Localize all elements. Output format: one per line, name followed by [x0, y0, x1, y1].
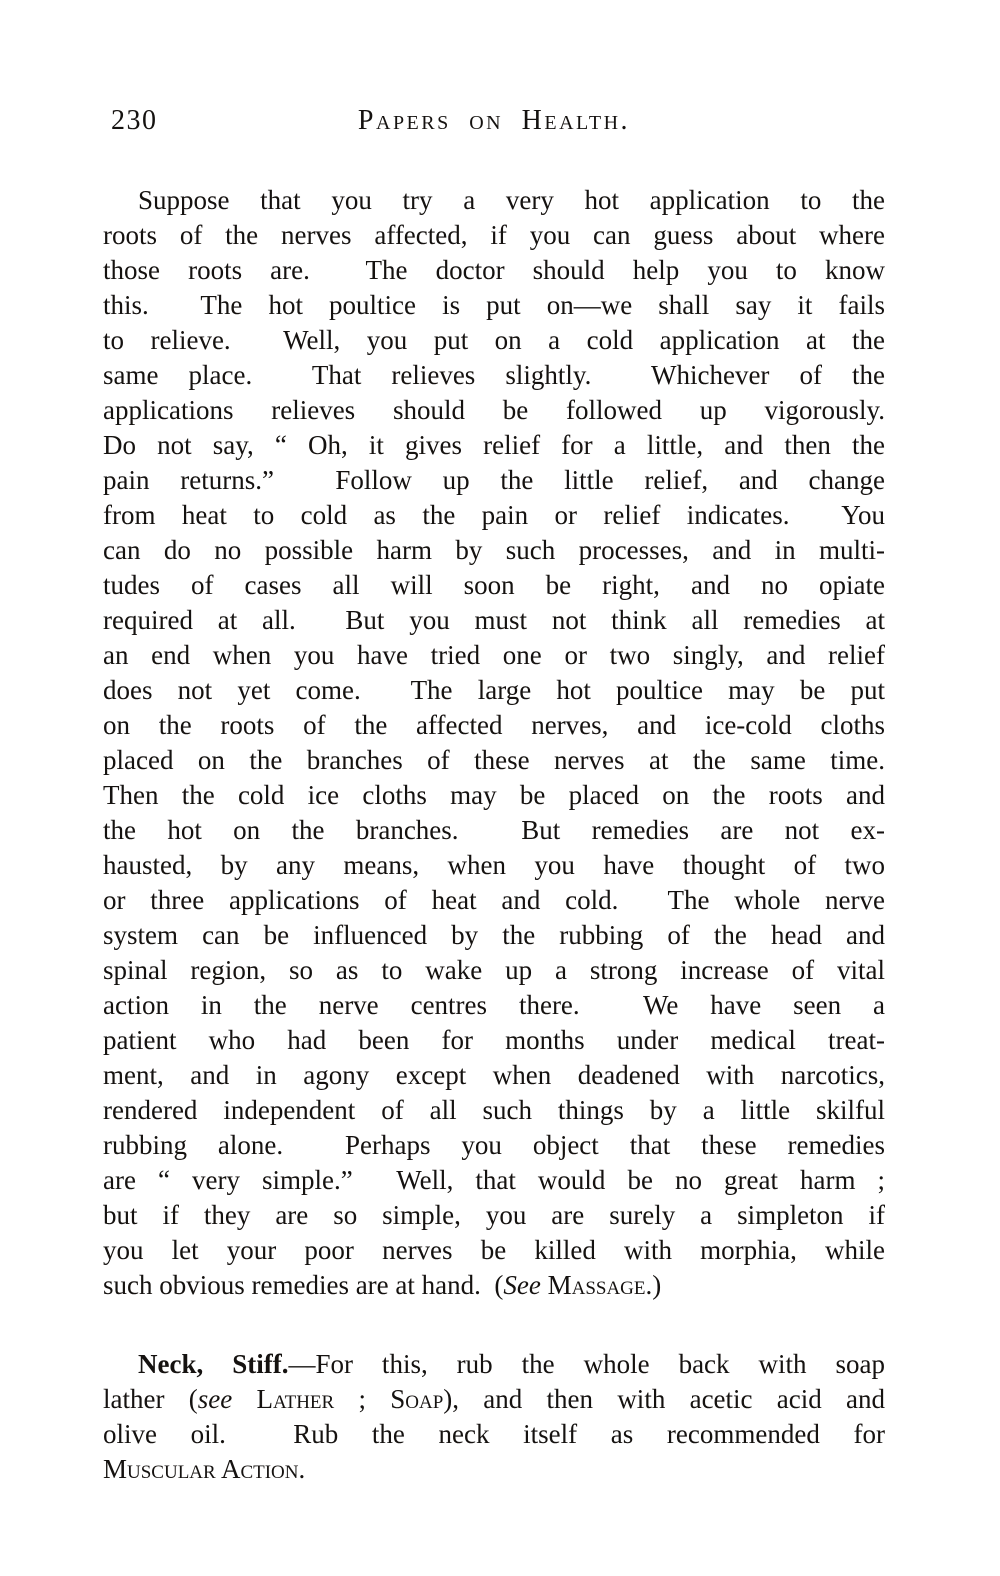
page-number: 230 — [111, 105, 158, 136]
body-text: spinal region, so as to wake up a strong increase of vital — [103, 955, 885, 985]
body-text: this. The hot poultice is put on—we shall say it fails — [103, 290, 885, 320]
body-text: lather ( — [103, 1384, 198, 1414]
text-line — [103, 883, 885, 918]
body-text: ment, and in agony except when deadened with narcotics, — [103, 1060, 885, 1090]
body-text: placed on the branches of these nerves at the same time. — [103, 745, 885, 775]
body-text: olive oil. Rub the neck itself as recommended for — [103, 1419, 885, 1449]
text-line — [103, 1417, 885, 1452]
body-text: Then the cold ice cloths may be placed on the roots and — [103, 780, 885, 810]
small-caps-reference: Lather — [256, 1384, 335, 1414]
page-header — [103, 101, 885, 141]
text-line — [103, 183, 885, 218]
text-line — [103, 323, 885, 358]
body-text — [232, 1384, 256, 1414]
body-text: action in the nerve centres there. We have seen a — [103, 990, 885, 1020]
body-text: roots of the nerves affected, if you can guess about where — [103, 220, 885, 250]
text-line — [103, 533, 885, 568]
text-line — [103, 673, 885, 708]
text-line — [103, 428, 885, 463]
body-text: are “ very simple.” Well, that would be no great harm ; — [103, 1165, 885, 1195]
text-line — [103, 743, 885, 778]
page-body — [103, 183, 885, 1487]
text-line — [103, 463, 885, 498]
body-text: does not yet come. The large hot poultice may be put — [103, 675, 885, 705]
text-line — [103, 1347, 885, 1382]
text-line — [103, 253, 885, 288]
body-text: hausted, by any means, when you have thought of two — [103, 850, 885, 880]
italic-text: see — [197, 1384, 233, 1414]
text-line — [103, 218, 885, 253]
text-line — [103, 953, 885, 988]
text-line — [103, 1198, 885, 1233]
body-text: rubbing alone. Perhaps you object that these remedies — [103, 1130, 885, 1160]
text-line — [103, 1382, 885, 1417]
text-line — [103, 1268, 885, 1303]
body-text: an end when you have tried one or two singly, and relief — [103, 640, 885, 670]
text-line — [103, 498, 885, 533]
body-text: Do not say, “ Oh, it gives relief for a little, and then the — [103, 430, 885, 460]
body-text: Suppose that you try a very hot application to the — [138, 185, 885, 215]
body-text: required at all. But you must not think all remedies at — [103, 605, 885, 635]
body-text — [541, 1270, 548, 1300]
text-line — [103, 1163, 885, 1198]
body-text: applications relieves should be followed up vigorously. — [103, 395, 885, 425]
text-line — [103, 848, 885, 883]
body-text: or three applications of heat and cold. The whole nerve — [103, 885, 885, 915]
body-text: ), and then with acetic acid and — [443, 1384, 886, 1414]
small-caps-reference: Muscular Action. — [103, 1454, 306, 1484]
body-text: on the roots of the affected nerves, and ice-cold cloths — [103, 710, 885, 740]
body-text: but if they are so simple, you are surely a simpleton if — [103, 1200, 885, 1230]
text-line — [103, 1093, 885, 1128]
paragraph — [103, 1347, 885, 1487]
text-line — [103, 568, 885, 603]
italic-text: See — [503, 1270, 541, 1300]
body-text: from heat to cold as the pain or relief indicates. You — [103, 500, 885, 530]
text-line — [103, 1128, 885, 1163]
body-text: rendered independent of all such things by a little skilful — [103, 1095, 885, 1125]
text-line — [103, 918, 885, 953]
small-caps-reference: Soap — [390, 1384, 444, 1414]
text-line — [103, 778, 885, 813]
text-line — [103, 288, 885, 323]
paragraph — [103, 183, 885, 1303]
body-text: those roots are. The doctor should help you to know — [103, 255, 885, 285]
body-text: such obvious remedies are at hand. ( — [103, 1270, 504, 1300]
text-line — [103, 358, 885, 393]
body-text: patient who had been for months under medical treat- — [103, 1025, 885, 1055]
body-text: you let your poor nerves be killed with morphia, while — [103, 1235, 885, 1265]
text-line — [103, 1452, 885, 1487]
text-line — [103, 708, 885, 743]
text-line — [103, 988, 885, 1023]
body-text: pain returns.” Follow up the little relief, and change — [103, 465, 885, 495]
text-line — [103, 1058, 885, 1093]
text-line — [103, 603, 885, 638]
text-line — [103, 1023, 885, 1058]
body-text: same place. That relieves slightly. Whichever of the — [103, 360, 885, 390]
body-text: ) — [652, 1270, 662, 1300]
entry-title: Neck, Stiff. — [138, 1349, 289, 1379]
text-line — [103, 1233, 885, 1268]
body-text: to relieve. Well, you put on a cold application at the — [103, 325, 885, 355]
body-text: the hot on the branches. But remedies are not ex- — [103, 815, 885, 845]
text-line — [103, 638, 885, 673]
body-text: tudes of cases all will soon be right, and no opiate — [103, 570, 885, 600]
text-line — [103, 393, 885, 428]
body-text: can do no possible harm by such processes, and in multi- — [103, 535, 885, 565]
small-caps-reference: Massage. — [547, 1270, 653, 1300]
running-title: Papers on Health. — [357, 105, 631, 136]
body-text: —For this, rub the whole back with soap — [288, 1349, 885, 1379]
body-text: ; — [334, 1384, 391, 1414]
text-line — [103, 813, 885, 848]
body-text: system can be influenced by the rubbing of the head and — [103, 920, 885, 950]
